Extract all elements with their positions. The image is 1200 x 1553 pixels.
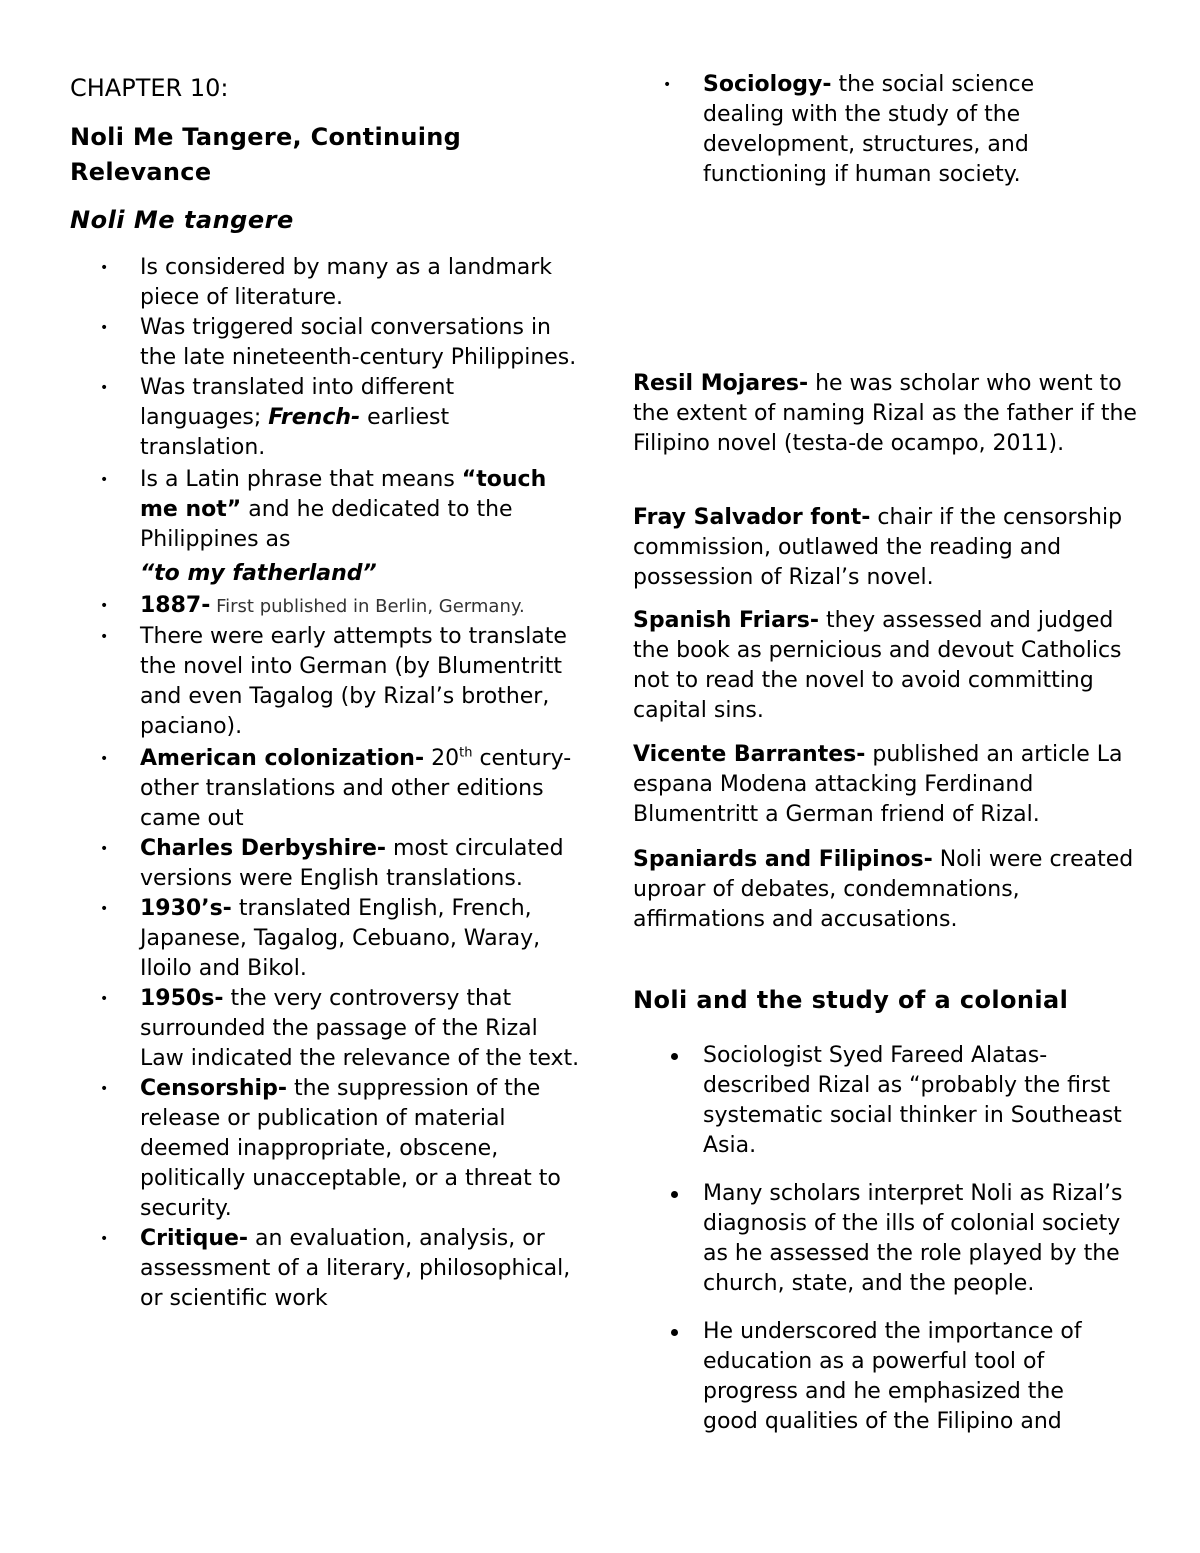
term-1950s: 1950s- (140, 986, 224, 1011)
bullet-icon (671, 1329, 678, 1336)
paragraph-text: published an article La espana Modena attacking Ferdinand Blumentritt a German friend of Rizal. (633, 742, 1123, 827)
bullet-icon (671, 1191, 678, 1198)
term-censorship: Censorship- (140, 1076, 287, 1101)
paragraph-fray-salvador (633, 503, 1153, 593)
list-item (70, 834, 580, 894)
section-heading-noli: Noli Me tangere (70, 206, 294, 234)
bullet-icon: • (100, 1231, 109, 1247)
term-touch-me-not: “touch me not” (140, 467, 547, 522)
term-sociology: Sociology- (703, 72, 832, 97)
list-item (70, 1224, 580, 1314)
list-item-text: 20 (424, 746, 460, 771)
paragraph-spanish-friars (633, 606, 1153, 726)
term-vicente-barrantes: Vicente Barrantes- (633, 742, 866, 767)
list-item (633, 1041, 1123, 1161)
bullet-icon: • (100, 380, 109, 396)
sociology-list (633, 70, 1093, 190)
section-heading-colonial: Noli and the study of a colonial (633, 986, 1069, 1014)
bullet-icon: • (100, 598, 109, 614)
list-item (70, 984, 580, 1074)
bullet-icon: • (663, 77, 672, 93)
list-item-text: century-other translations and other editions came out (140, 746, 572, 831)
term-fray-salvador: Fray Salvador font- (633, 505, 871, 530)
list-item-text: translated English, French, Japanese, Tagalog, Cebuano, Waray, Iloilo and Bikol. (140, 896, 541, 981)
term-charles-derbyshire: Charles Derbyshire- (140, 836, 387, 861)
list-item-text: First published in Berlin, Germany. (210, 596, 525, 617)
chapter-title: Noli Me Tangere, Continuing Relevance (70, 123, 462, 186)
list-item-continuation (70, 559, 580, 589)
list-item-text: the suppression of the release or publication of material deemed inappropriate, obscene, politically unacceptable, or a threat to security. (140, 1076, 561, 1221)
list-item-text: Was triggered social conversations in the late nineteenth-century Philippines. (140, 315, 577, 370)
list-item-text: Was translated into different languages; (140, 375, 455, 430)
colonial-study-list (633, 1041, 1123, 1437)
paragraph-text: Noli were created uproar of debates, condemnations, affirmations and accusations. (633, 847, 1134, 932)
list-item-text: There were early attempts to translate the novel into German (by Blumentritt and even Tagalog (by Rizal’s brother, paciano). (140, 624, 567, 739)
paragraph-text: they assessed and judged the book as pernicious and devout Catholics not to read the novel to avoid committing capital sins. (633, 608, 1122, 723)
bullet-icon: • (100, 260, 109, 276)
term-spanish-friars: Spanish Friars- (633, 608, 819, 633)
list-item (70, 744, 580, 834)
list-item-text: and he dedicated to the Philippines as (140, 497, 513, 552)
term-fatherland: “to my fatherland” (140, 561, 377, 586)
bullet-icon: • (100, 472, 109, 488)
bullet-icon: • (100, 991, 109, 1007)
bullet-icon: • (100, 320, 109, 336)
bullet-icon: • (100, 1081, 109, 1097)
list-item-text: Is a Latin phrase that means (140, 467, 462, 492)
list-item-text: He underscored the importance of education as a powerful tool of progress and he emphasized the good qualities of the Filipino and (703, 1319, 1082, 1434)
term-american-colonization: American colonization- (140, 746, 425, 771)
list-item-text: Many scholars interpret Noli as Rizal’s diagnosis of the ills of colonial society as he assessed the role played by the church, state, and the people. (703, 1181, 1123, 1296)
bullet-icon: • (100, 841, 109, 857)
bullet-icon: • (100, 751, 109, 767)
list-item-text: earliest translation. (140, 405, 450, 460)
list-item (70, 313, 580, 373)
list-item (70, 1074, 580, 1224)
term-critique: Critique- (140, 1226, 249, 1251)
term-resil-mojares: Resil Mojares- (633, 371, 809, 396)
list-item-text: Is considered by many as a landmark piece of literature. (140, 255, 553, 310)
list-item-text: an evaluation, analysis, or assessment of a literary, philosophical, or scientific work (140, 1226, 571, 1311)
list-item (70, 465, 580, 555)
list-item-text: most circulated versions were English translations. (140, 836, 564, 891)
paragraph-text: chair if the censorship commission, outlawed the reading and possession of Rizal’s novel. (633, 505, 1123, 590)
list-item (633, 1317, 1123, 1437)
noli-facts-list (70, 253, 580, 1314)
list-item-text: Sociologist Syed Fareed Alatas-described Rizal as “probably the first systematic social thinker in Southeast Asia. (703, 1043, 1122, 1158)
list-item (70, 622, 580, 742)
chapter-label: CHAPTER 10: (70, 74, 229, 102)
paragraph-text: he was scholar who went to the extent of naming Rizal as the father if the Filipino novel (testa-de ocampo, 2011). (633, 371, 1137, 456)
paragraph-spaniards-filipinos (633, 845, 1153, 935)
list-item (70, 253, 580, 313)
list-item (70, 894, 580, 984)
list-item (70, 373, 580, 463)
list-item (633, 1179, 1123, 1299)
bullet-icon (671, 1053, 678, 1060)
superscript: th (459, 745, 473, 761)
bullet-icon: • (100, 901, 109, 917)
term-spaniards-filipinos: Spaniards and Filipinos- (633, 847, 933, 872)
paragraph-vicente-barrantes (633, 740, 1153, 830)
list-item-text: the social science dealing with the study of the development, structures, and functioning if human society. (703, 72, 1035, 187)
list-item (70, 591, 580, 622)
list-item (633, 70, 1093, 190)
bullet-icon: • (100, 629, 109, 645)
term-1930s: 1930’s- (140, 896, 232, 921)
paragraph-resil-mojares (633, 369, 1153, 459)
term-french: French- (268, 405, 361, 430)
list-item-text: the very controversy that surrounded the passage of the Rizal Law indicated the relevance of the text. (140, 986, 580, 1071)
term-1887: 1887- (140, 593, 211, 618)
